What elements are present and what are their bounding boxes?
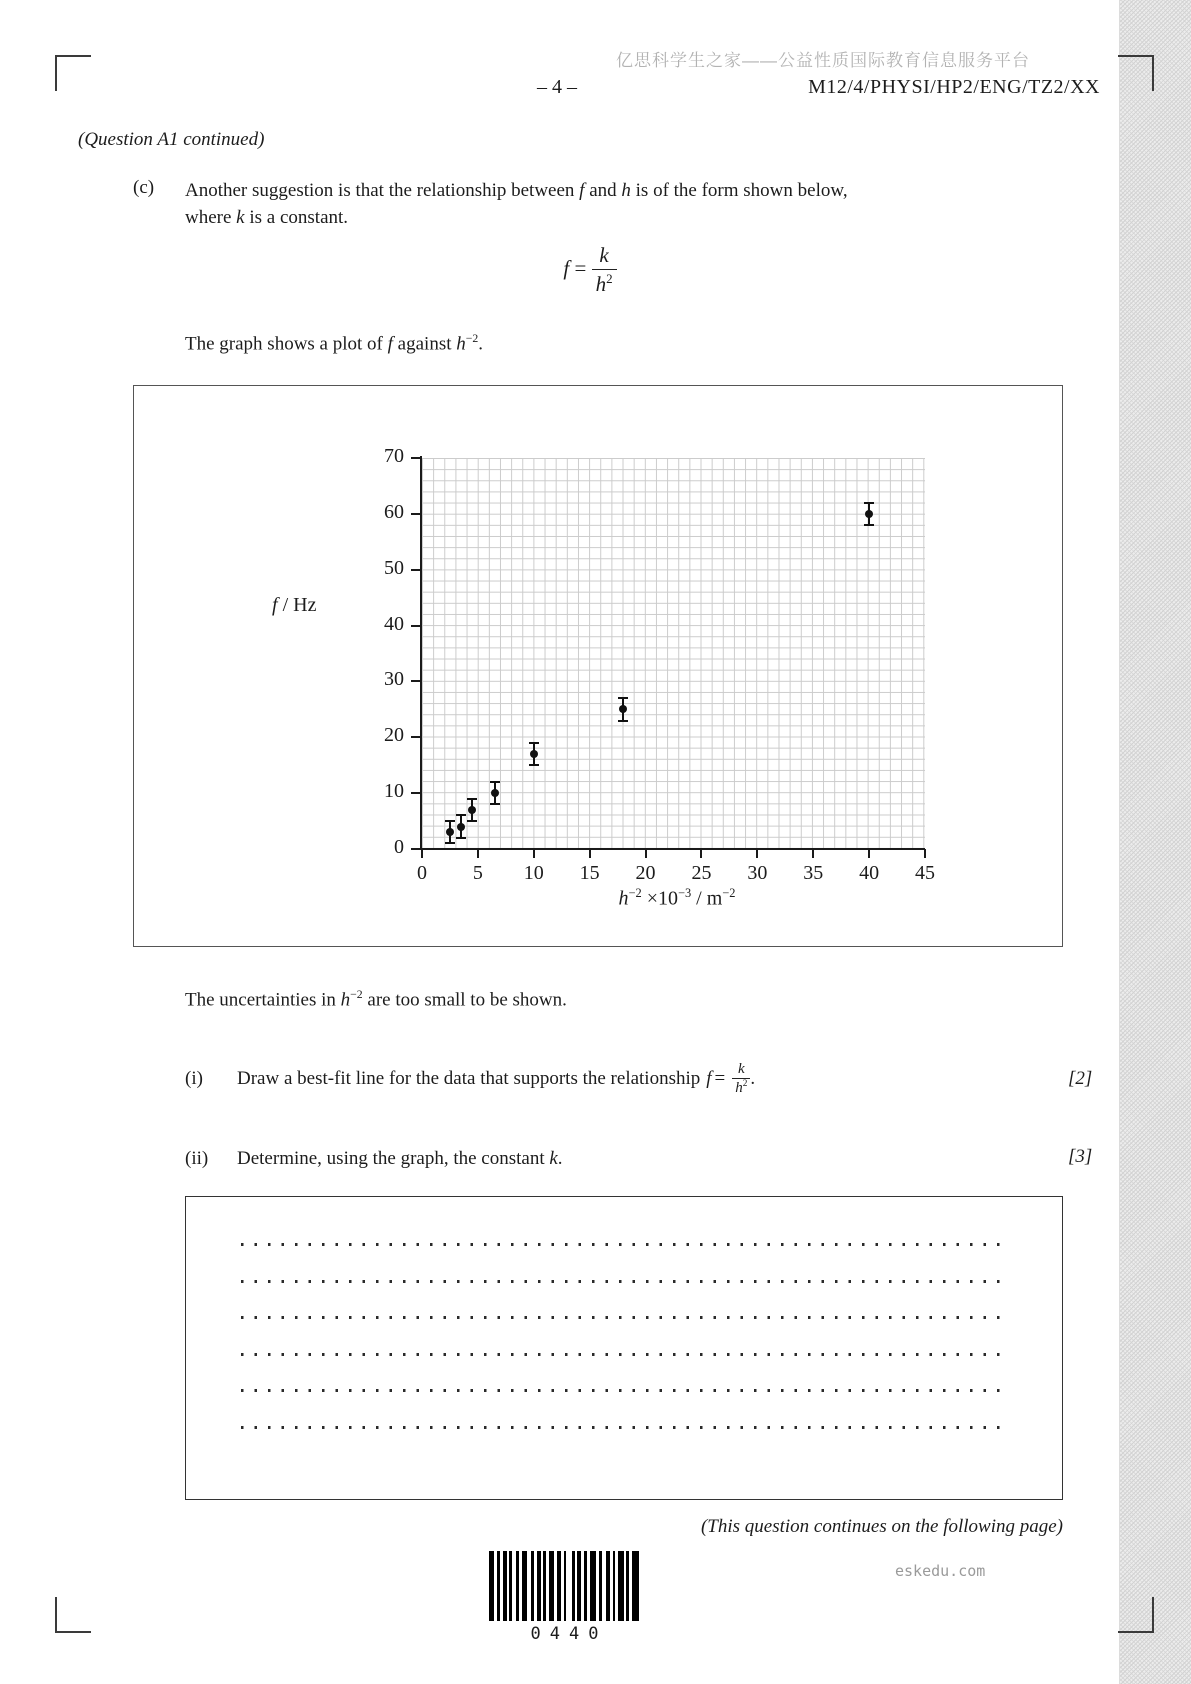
x-tick-mark: [533, 849, 535, 858]
x-tick-mark: [812, 849, 814, 858]
data-point: [530, 750, 538, 758]
x-tick-mark: [589, 849, 591, 858]
part-c-line2: where k is a constant.: [185, 207, 349, 228]
answer-dotted-line: [241, 1389, 1010, 1392]
answer-dotted-line: [241, 1280, 1010, 1283]
y-tick-label: 70: [384, 445, 404, 467]
answer-dotted-line: [241, 1243, 1010, 1246]
error-bar-cap-top: [490, 781, 500, 783]
y-tick-label: 20: [384, 724, 404, 747]
paper-code: M12/4/PHYSI/HP2/ENG/TZ2/XX: [808, 76, 1100, 98]
x-tick-label: 10: [523, 862, 544, 884]
x-tick-label: 0: [417, 862, 427, 884]
x-tick-label: 45: [915, 862, 935, 884]
site-watermark-url: eskedu.com: [895, 1562, 986, 1580]
x-tick-label: 35: [803, 862, 824, 884]
y-axis-label: f / Hz: [272, 594, 317, 616]
x-tick-label: 5: [472, 862, 483, 884]
answer-dotted-line: [241, 1316, 1010, 1319]
data-point: [865, 510, 873, 518]
fraction-inline: $\frac{k}{h^2}$: [732, 1061, 750, 1097]
y-tick-mark: [411, 513, 420, 515]
error-bar-cap-top: [618, 697, 628, 699]
error-bar-cap-bottom: [864, 524, 874, 526]
error-bar-cap-bottom: [618, 720, 628, 722]
y-tick-label: 10: [384, 780, 404, 803]
crop-mark-bottom-left: [55, 1597, 91, 1633]
graph-intro-text: The graph shows a plot of f against $h^{-2}$.: [185, 332, 484, 355]
barcode: [489, 1551, 649, 1621]
x-tick-mark: [421, 849, 423, 858]
error-bar-cap-top: [467, 798, 477, 800]
error-bar-cap-top: [529, 742, 539, 744]
barcode-bar: [632, 1551, 639, 1621]
crop-mark-bottom-right: [1118, 1597, 1154, 1633]
crop-mark-top-left: [55, 55, 91, 91]
x-axis-line: [420, 848, 925, 850]
error-bar-cap-bottom: [490, 803, 500, 805]
x-tick-label: 15: [579, 862, 600, 884]
error-bar-cap-top: [456, 814, 466, 816]
barcode-bar: [590, 1551, 597, 1621]
y-tick-label: 60: [384, 500, 404, 523]
data-point: [491, 789, 499, 797]
crop-mark-top-right: [1118, 55, 1154, 91]
y-tick-label: 50: [384, 556, 404, 579]
marks-question-ii: [3]: [1068, 1146, 1093, 1167]
x-tick-mark: [645, 849, 647, 858]
y-tick-label: 0: [394, 836, 404, 858]
x-tick-mark: [477, 849, 479, 858]
question-ii: [185, 1144, 563, 1174]
graph-panel: [133, 385, 1063, 947]
x-tick-label: 30: [747, 862, 768, 884]
error-bar-cap-bottom: [445, 842, 455, 844]
y-tick-mark: [411, 457, 420, 459]
question-i-label: (i): [185, 1068, 203, 1089]
formula-f-equals-k-over-h-squared: f = $\frac{k}{h^2}$: [480, 243, 700, 297]
answer-box: [185, 1196, 1063, 1500]
question-ii-label: (ii): [185, 1148, 209, 1169]
y-tick-mark: [411, 680, 420, 682]
x-tick-label: 20: [635, 862, 656, 884]
error-bar-cap-bottom: [456, 837, 466, 839]
y-tick-mark: [411, 569, 420, 571]
error-bar-cap-bottom: [529, 764, 539, 766]
y-tick-mark: [411, 625, 420, 627]
continues-note: (This question continues on the following page): [700, 1516, 1063, 1537]
uncertainty-note: The uncertainties in $h^{-2}$ are too small to be shown.: [185, 988, 567, 1011]
page-number: – 4 –: [537, 76, 577, 98]
x-tick-mark: [924, 849, 926, 858]
answer-dotted-line: [241, 1353, 1010, 1356]
barcode-number: 0440: [530, 1624, 608, 1644]
site-watermark-chinese: 亿思科学生之家——公益性质国际教育信息服务平台: [616, 51, 1030, 70]
question-i-text: Draw a best-fit line for the data that supports the relationship: [237, 1068, 701, 1089]
marks-question-i: [2]: [1068, 1068, 1093, 1089]
data-point: [457, 823, 465, 831]
fraction: $\frac{k}{h^2}$: [592, 243, 617, 297]
question-i: (i) Draw a best-fit line for the data that supports the relationship f = $\frac{k}{h^2}$ .: [185, 1061, 756, 1096]
error-bar-cap-top: [445, 820, 455, 822]
part-c-label: (c): [133, 177, 155, 198]
part-c-line1: Another suggestion is that the relationship between f and h is of the form shown below,: [185, 180, 848, 201]
error-bar-cap-top: [864, 502, 874, 504]
part-c-text: [185, 177, 985, 231]
y-tick-mark: [411, 848, 420, 850]
error-bar-cap-bottom: [467, 820, 477, 822]
question-continued-note: (Question A1 continued): [78, 129, 265, 150]
x-tick-mark: [700, 849, 702, 858]
x-tick-label: 25: [691, 862, 712, 884]
x-axis-label: $h^{-2} \times 10^{-3} / m^{-2}$: [618, 886, 736, 910]
y-tick-mark: [411, 792, 420, 794]
x-tick-label: 40: [859, 862, 880, 884]
page-edge-texture-strip: [1119, 0, 1191, 1684]
answer-dotted-line: [241, 1426, 1010, 1429]
y-tick-label: 30: [384, 668, 404, 691]
y-axis-line: [420, 456, 422, 850]
x-tick-mark: [868, 849, 870, 858]
question-ii-text: Determine, using the graph, the constant k.: [237, 1148, 563, 1169]
x-tick-mark: [756, 849, 758, 858]
y-tick-label: 40: [384, 612, 404, 635]
y-tick-mark: [411, 736, 420, 738]
